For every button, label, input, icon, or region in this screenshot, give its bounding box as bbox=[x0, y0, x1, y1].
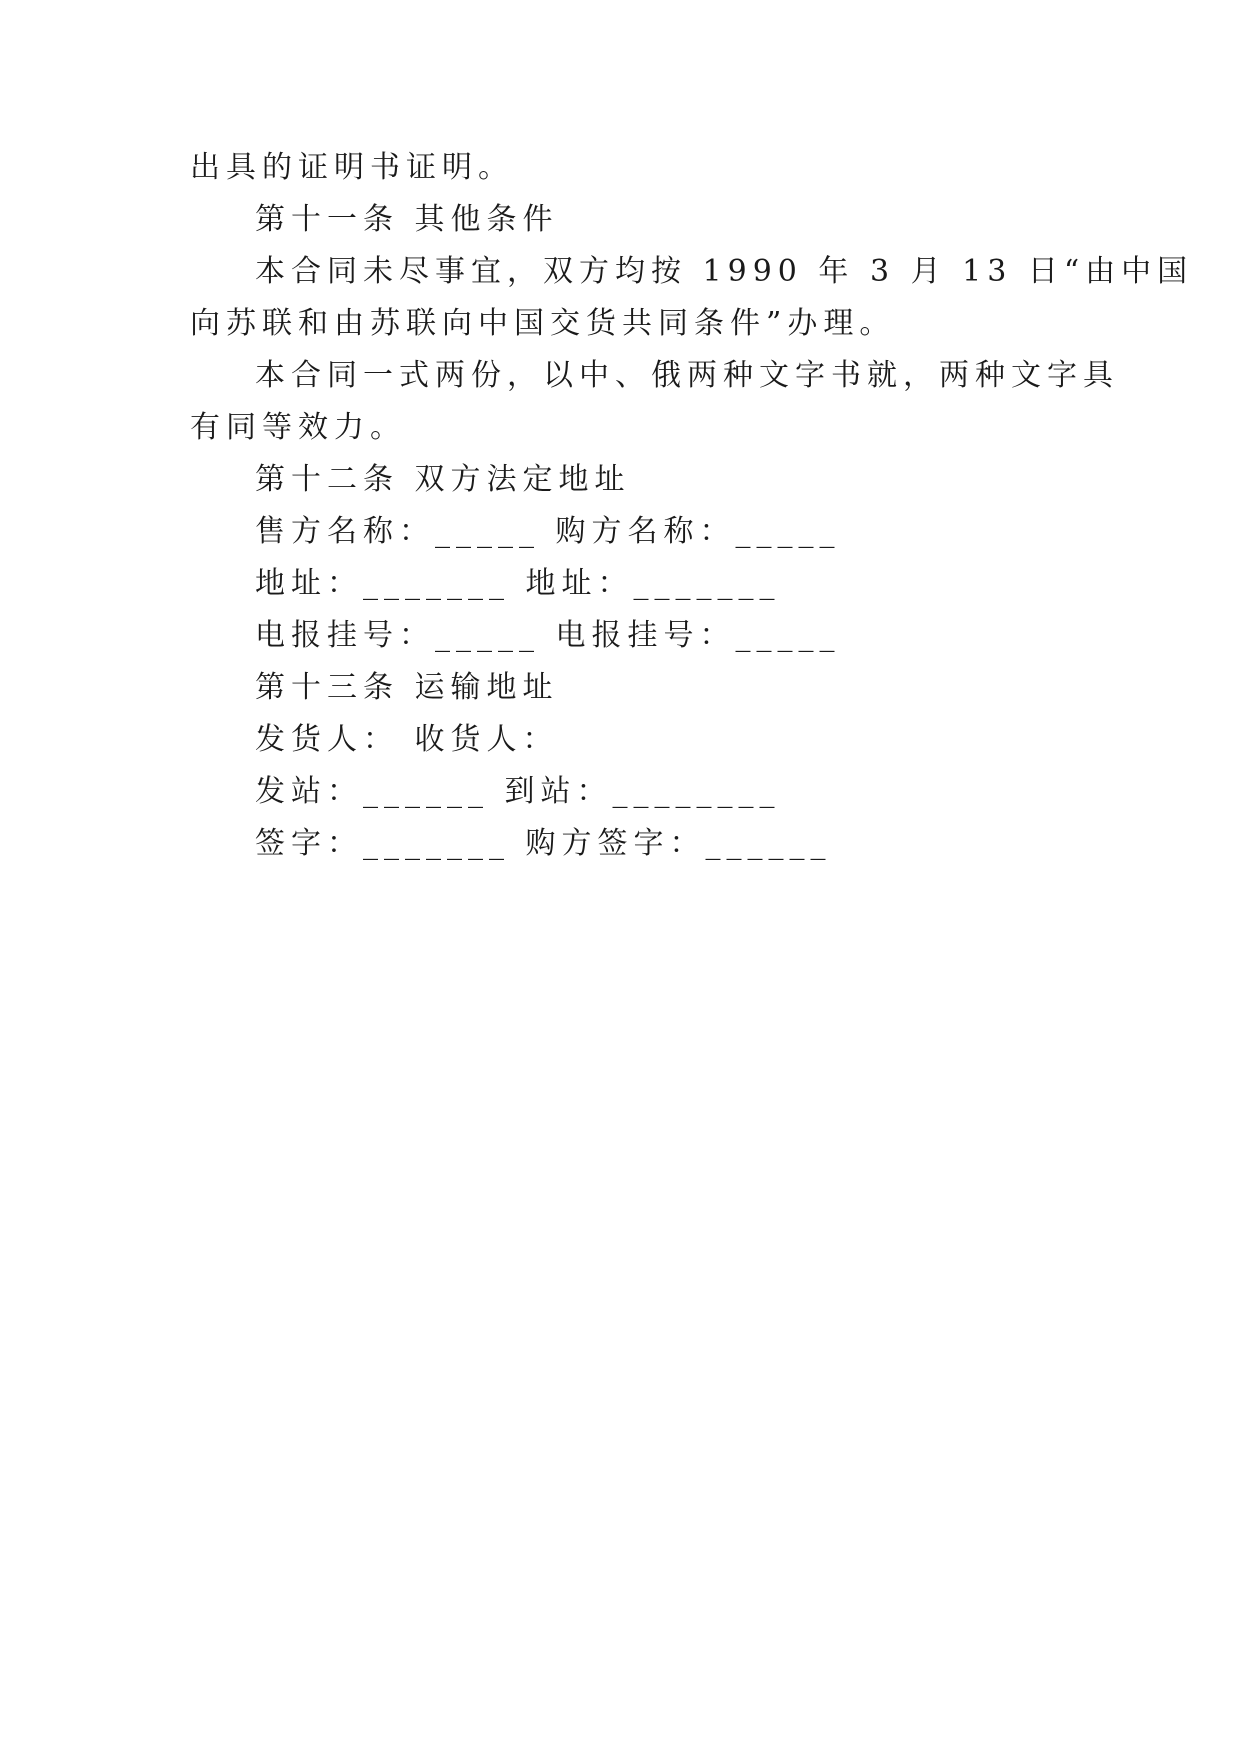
article-11-heading: 第十一条 其他条件 bbox=[255, 202, 559, 237]
station-fields: 发站：______ 到站：________ bbox=[255, 774, 781, 809]
article-11-clause-2-line-2: 有同等效力。 bbox=[190, 410, 406, 445]
party-telegraph-fields: 电报挂号：_____ 电报挂号：_____ bbox=[255, 618, 841, 653]
article-12-heading: 第十二条 双方法定地址 bbox=[255, 462, 631, 497]
party-address-fields: 地址：_______ 地址：_______ bbox=[255, 566, 781, 601]
article-11-clause-1-line-1: 本合同未尽事宜，双方均按 1990 年 3 月 13 日“由中国 bbox=[255, 254, 1194, 289]
article-13-heading: 第十三条 运输地址 bbox=[255, 670, 559, 705]
article-11-clause-1-line-2: 向苏联和由苏联向中国交货共同条件”办理。 bbox=[190, 306, 896, 341]
paragraph-continuation: 出具的证明书证明。 bbox=[190, 150, 514, 185]
article-11-clause-2-line-1: 本合同一式两份，以中、俄两种文字书就，两种文字具 bbox=[255, 358, 1119, 393]
party-name-fields: 售方名称：_____ 购方名称：_____ bbox=[255, 514, 841, 549]
consignor-consignee-fields: 发货人： 收货人： bbox=[255, 722, 559, 757]
signature-fields: 签字：_______ 购方签字：______ bbox=[255, 826, 832, 861]
